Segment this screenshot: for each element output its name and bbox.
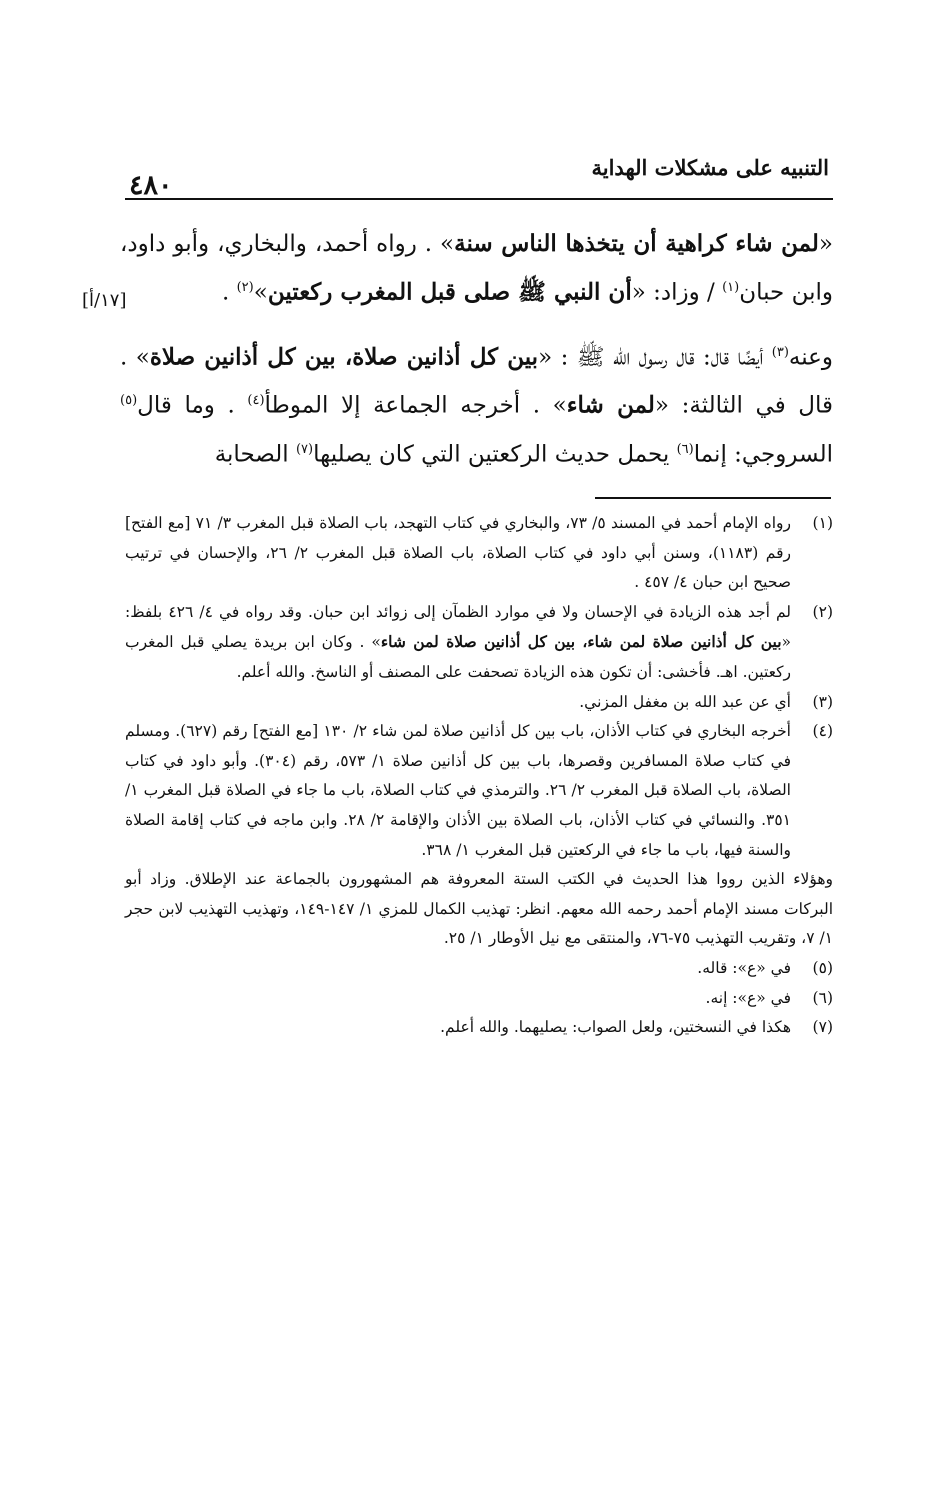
footnote-3 [125,688,833,718]
hadith-quote: بين كل أذانين صلاة لمن شاء، بين كل أذانين صلاة لمن شاء [380,632,782,652]
footnote-4-continuation [125,865,833,954]
footnote-6 [125,984,833,1014]
footnote-number: (٦) [812,988,833,1007]
footnote-1 [125,509,833,598]
footnote-number: (٤) [812,722,833,741]
footnote-ref: (٧) [295,441,314,457]
page-header [125,150,833,200]
footnote-number: (٥) [812,958,833,977]
running-title: التنبيه على مشكلات الهداية [591,155,829,180]
footnote-2 [125,598,833,688]
footnote-ref: (٣) [771,344,789,360]
footnote-number: (٧) [812,1018,833,1037]
footnote-text: وهؤلاء الذين رووا هذا الحديث في الكتب الستة المعروفة هم المشهورون بالجماعة عند الإطلاق. وزاد أبو البركات مسند الإمام أحمد رحمه الله معهم. انظر: تهذيب الكمال للمزي ١/ ١٤٧-١٤٩، وتهذيب التهذيب لابن حجر ١/ ٧، وتقريب التهذيب ٧٥-٧٦، والمنتقى مع نيل الأوطار ١/ ٢٥. [125,870,834,948]
footnote-7 [125,1013,833,1043]
footnote-text: هكذا في النسختين، ولعل الصواب: يصليهما. والله أعلم. [440,1018,791,1037]
footnote-text: أي عن عبد الله بن مغفل المزني. [579,692,791,711]
footnote-ref: (٦) [676,441,694,457]
footnote-text: في «ع»: قاله. [697,958,791,977]
paragraph-1: «لمن شاء كراهية أن يتخذها الناس سنة» . رواه أحمد، والبخاري، وأبو داود، وابن حبان$^{(١)}$ / وزاد: «أن النبي ﷺ صلى قبل المغرب ركعتين»$^{(٢)}$ . [120,230,833,306]
page-number: ٤٨٠ [129,170,173,201]
hadith-quote: بين كل أذانين صلاة، بين كل أذانين صلاة [149,343,539,371]
footnotes [125,509,833,1043]
manuscript-folio-marker: [١٧/أ] [82,290,127,311]
footnote-number: (١) [812,514,833,532]
footnote-text: في «ع»: إنه. [705,988,791,1007]
footnote-4 [125,717,833,865]
hadith-quote: لمن شاء [566,391,655,419]
footnote-text: أخرجه البخاري في كتاب الأذان، باب بين كل أذانين صلاة لمن شاء ٢/ ١٣٠ [مع الفتح] رقم (٦٢٧). ومسلم في كتاب صلاة المسافرين وقصرها، باب بين كل أذانين صلاة ١/ ٥٧٣، رقم (٣٠٤). وأبو داود في كتاب الصلاة، باب الصلاة قبل المغرب ٢/ ٢٦. والترمذي في كتاب الصلاة، باب ما جاء في الصلاة قبل المغرب ١/ ٣٥١. والنسائي في كتاب الأذان، باب الصلاة بين الأذان والإقامة ٢/ ٢٨. وابن ماجه في كتاب إقامة الصلاة والسنة فيها، باب ما جاء في الركعتين قبل المغرب ١/ ٣٦٨. [125,722,792,859]
footnote-ref: (٤) [247,393,265,409]
main-text [120,222,833,477]
footnote-ref: (٢) [236,280,254,295]
footnote-ref: (٥) [120,393,138,409]
paragraph-2: وعنه$^{(٣)}$ أيضًا قال: قال رسول الله ﷺ : «بين كل أذانين صلاة، بين كل أذانين صلاة» . قال في الثالثة: «لمن شاء» . أخرجه الجماعة إلا الموطأ$^{(٤)}$ . وما قال$^{(٥)}$ السروجي: إنما$^{(٦)}$ يحمل حديث الركعتين التي كان يصليها$^{(٧)}$ الصحابة [120,343,834,468]
footnote-ref: (١) [722,280,740,295]
footnote-text: رواه الإمام أحمد في المسند ٥/ ٧٣، والبخاري في كتاب التهجد، باب الصلاة قبل المغرب ٣/ ٧١ [مع الفتح] رقم (١١٨٣)، وسنن أبي داود في كتاب الصلاة، باب الصلاة قبل المغرب ٢/ ٢٦، والإحسان في ترتيب صحيح ابن حبان ٤/ ٤٥٧ . [125,514,792,592]
footnote-text: لم أجد هذه الزيادة في الإحسان ولا في موارد الظمآن إلى زوائد ابن حبان. وقد رواه في ٤/ ٤٢٦ بلفظ: «بين كل أذانين صلاة لمن شاء، بين كل أذانين صلاة لمن شاء» . وكان ابن بريدة يصلي قبل المغرب ركعتين. اهـ. فأخشى: أن تكون هذه الزيادة تصحفت على المصنف أو الناسخ. والله أعلم. [125,602,792,681]
footnote-number: (٣) [812,692,833,711]
footnote-number: (٢) [812,602,833,621]
hadith-quote: لمن شاء كراهية أن يتخذها الناس سنة [454,230,819,257]
hadith-quote: أن النبي ﷺ صلى قبل المغرب ركعتين [267,278,632,306]
footnote-separator [595,497,831,499]
footnote-5 [125,954,833,984]
